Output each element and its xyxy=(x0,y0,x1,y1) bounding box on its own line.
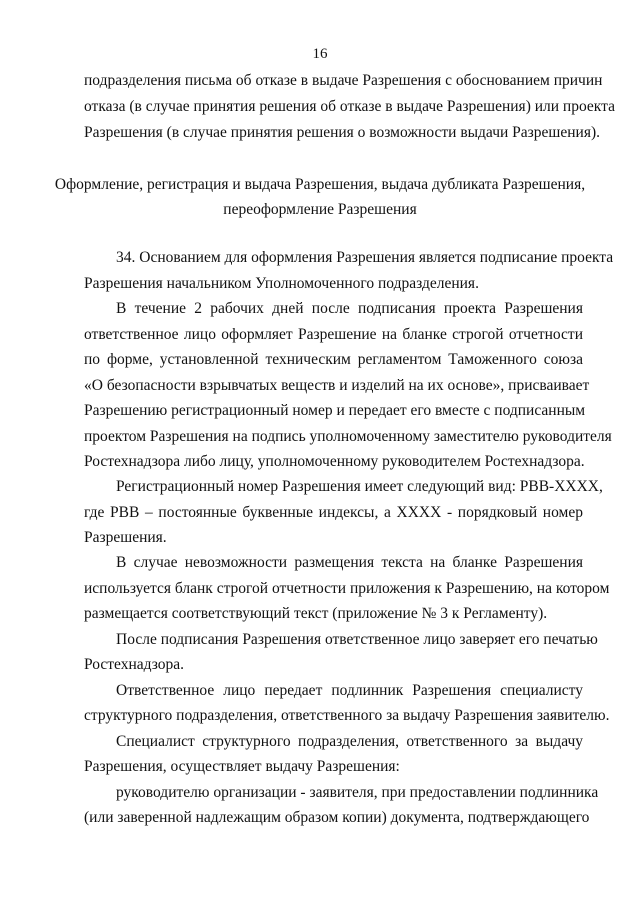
paragraph-line: Регистрационный номер Разрешения имеет следующий вид: РВВ-ХХХХ, xyxy=(116,478,603,495)
paragraph-line: 34. Основанием для оформления Разрешения является подписание проекта xyxy=(116,249,614,266)
page-number: 16 xyxy=(312,46,328,62)
paragraph-line: Специалист структурного подразделения, ответственного за выдачу xyxy=(116,733,583,750)
paragraph-line: Ростехнадзора либо лицу, уполномоченному руководителем Ростехнадзора. xyxy=(84,453,585,470)
paragraph-line: Разрешению регистрационный номер и передает его вместе с подписанным xyxy=(84,402,586,419)
paragraph-line: где РВВ – постоянные буквенные индексы, а ХХХХ - порядковый номер xyxy=(84,504,583,521)
paragraph-line: (или заверенной надлежащим образом копии) документа, подтверждающего xyxy=(84,809,590,826)
paragraph-line: используется бланк строгой отчетности приложения к Разрешению, на котором xyxy=(84,580,610,597)
section-heading: переоформление Разрешения xyxy=(223,201,417,218)
paragraph-line: Разрешения. xyxy=(84,529,167,546)
intro-line: Разрешения (в случае принятия решения о возможности выдачи Разрешения). xyxy=(84,124,600,141)
paragraph-line: В течение 2 рабочих дней после подписания проекта Разрешения xyxy=(116,300,583,317)
intro-line: отказа (в случае принятия решения об отказе в выдаче Разрешения) или проекта xyxy=(84,98,615,115)
paragraph-line: В случае невозможности размещения текста на бланке Разрешения xyxy=(116,554,583,571)
section-heading: Оформление, регистрация и выдача Разрешения, выдача дубликата Разрешения, xyxy=(54,176,586,193)
paragraph-line: Ростехнадзора. xyxy=(84,656,184,673)
paragraph-line: проектом Разрешения на подпись уполномоченному заместителю руководителя xyxy=(84,428,612,445)
paragraph-line: размещается соответствующий текст (приложение № 3 к Регламенту). xyxy=(84,605,548,622)
intro-line: подразделения письма об отказе в выдаче Разрешения с обоснованием причин xyxy=(84,72,603,89)
paragraph-line: После подписания Разрешения ответственное лицо заверяет его печатью xyxy=(116,631,598,648)
paragraph-line: структурного подразделения, ответственного за выдачу Разрешения заявителю. xyxy=(84,707,610,724)
paragraph-line: руководителю организации - заявителя, при предоставлении подлинника xyxy=(116,784,599,801)
paragraph-line: Разрешения начальником Уполномоченного подразделения. xyxy=(84,275,479,292)
paragraph-line: Ответственное лицо передает подлинник Разрешения специалисту xyxy=(116,682,583,699)
paragraph-line: Разрешения, осуществляет выдачу Разрешения: xyxy=(84,758,400,775)
paragraph-line: ответственное лицо оформляет Разрешение на бланке строгой отчетности xyxy=(84,326,583,343)
paragraph-line: по форме, установленной техническим регламентом Таможенного союза xyxy=(84,351,583,368)
paragraph-line: «О безопасности взрывчатых веществ и изделий на их основе», присваивает xyxy=(84,377,590,394)
